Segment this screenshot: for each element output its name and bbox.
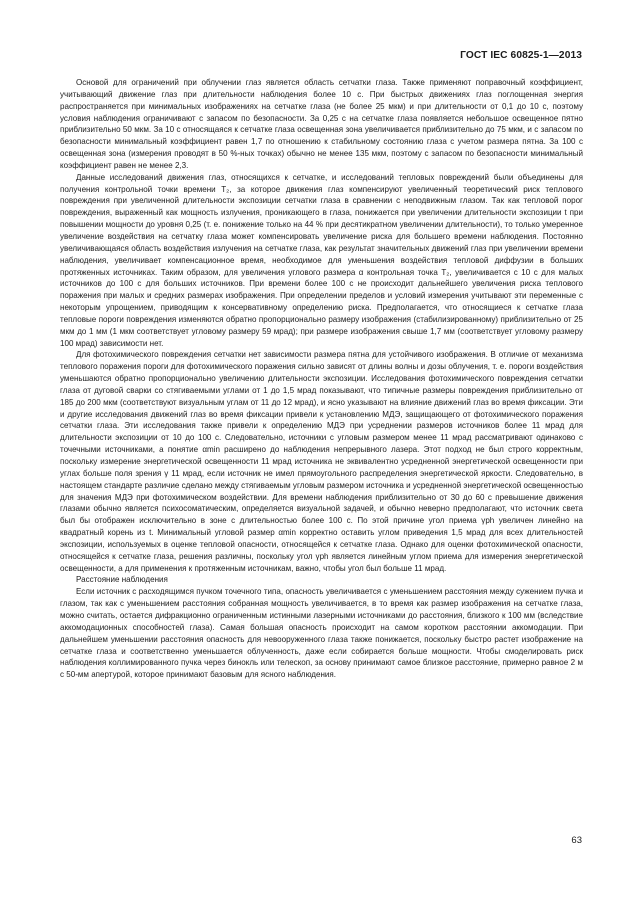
section-subheading: Расстояние наблюдения [76,575,168,585]
document-header: ГОСТ IEC 60825-1—2013 [460,50,582,61]
paragraph: Данные исследований движения глаз, относящихся к сетчатке, и исследований тепловых повреждений были объединены для получения контрольной точки времени T₂, за которое движения глаз компенсируют увеличенный теоретический риск теплового повреждения при увеличенной длительности экспозиции сетчатки глаза в сравнении с неподвижным глазом. Так как тепловой порог повреждения, выраженный как мощность излучения, проникающего в глаза, понижается при увеличении длительности экспозиции t при повышении мощности до уровня 0,25 (т. е. понижение только на 44 % при десятикратном увеличении длительности), то только умеренное увеличение воздействия на сетчатку глаза может компенсировать увеличение риска для большего времени наблюдения. Постоянно увеличивающаяся область воздействия излучения на сетчатке глаза, как результат значительных движений глаз при увеличении времени наблюдения, увеличивает компенсационное время, необходимое для уменьшения воздействия тепловой диффузии в больших протяженных источниках. Таким образом, для увеличения углового размера α контрольная точка T₂, увеличивается с 10 с для малых источников до 100 с для больших источников. При времени более 100 с не происходит дальнейшего увеличения риска теплового поражения при малых и средних размерах изображения. При определении пределов и условий измерения учитывают эти переменные с некоторым упрощением, приводящим к консервативному определению риска. Предполагается, что относящиеся к сетчатке глаза тепловые пороги повреждения изменяются обратно пропорционально размеру изображения (стабилизированному) приблизительно от 25 мкм до 1 мм (1 мкм соответствует угловому размеру 59 мрад); при размере изображения свыше 1,7 мм (соответствует угловому размеру 100 мрад) зависимости нет. [60,172,583,348]
paragraph: Для фотохимического повреждения сетчатки нет зависимости размера пятна для устойчивого изображения. В отличие от механизма теплового поражения пороги для фотохимического поражения сильно зависят от длины волны и дозы облучения, т. е. пороги воздействия уменьшаются обратно пропорционально увеличению длительности экспозиции. Исследования фотохимического повреждения сетчатки глаза от дуговой сварки со стягиваемыми углами от 1 до 1,5 мрад показывают, что типичные размеры повреждения приблизительно от 185 до 200 мкм (соответствуют визуальным углам от 11 до 12 мрад), и ясно указывают на влияние движений глаз во время фиксации. Эти и другие исследования движений глаз во время фиксации привели к установлению МДЭ, защищающего от фотохимического поражения сетчатки глаза. Эти исследования также привели к определению МДЭ при усреднении размеров источников более 11 мрад для длительности экспозиции от 10 до 100 с. Следовательно, источники с угловым размером менее 11 мрад рассматривают одинаково с точечными источниками, а понятие αmin расширено до наблюдения непрерывного лазера. Этот подход не был строго корректным, поскольку измерение энергетической освещенности 11 мрад источника не эквивалентно усредненной энергетической освещенности при углах больше поля зрения γ 11 мрад, если источник не имел прямоугольного распределения энергетической яркости. Следовательно, в настоящем стандарте различие сделано между стягиваемым угловым размером источника и усредненной энергетической освещенностью для значения МДЭ при фотохимическом воздействии. Для времени наблюдения приблизительно от 30 до 60 с превышение движения глазами обычно является психосоматическим, определяется визуальной задачей, и обычно неверно предполагают, что источник света был бы отображен исключительно в зоне с длительностью более 100 с. По этой причине угол приема γph увеличен линейно на квадратный корень из t. Минимальный угловой размер αmin корректно оставить углом приведения 1,5 мрад для всех длительностей экспозиции, используемых в оценке тепловой опасности, относящейся к сетчатке глаза. Однако для оценки фотохимической опасности, относящейся к сетчатке глаза, решения различны, поскольку угол γph является линейным углом приема для измерения энергетической освещенности, а для применения к протяженным источникам, важно, чтобы угол был больше 11 мрад. [60,350,583,573]
paragraph: Основой для ограничений при облучении глаз является область сетчатки глаза. Также применяют поправочный коэффициент, учитывающий движение глаз при длительности наблюдения более 10 с. При быстрых движениях глаз поглощенная энергия распространяется при минимальных изображениях на сетчатке глаза (не более 25 мкм) и при длительности от 0,1 до 10 с, поэтому условия наблюдения ограничивают с запасом по безопасности. За 0,25 с на сетчатке глаза появляется небольшое освещенное пятно приблизительно 50 мкм. За 10 с относящаяся к сетчатке глаза освещенная зона увеличивается приблизительно до 75 мкм, и с запасом по безопасности минимальный коэффициент равен 1,7 по отношению к стабильному состоянию глаза с учетом размера пятна. За 100 с освещенная зона (измерения проводят в 50 %-ных точках) обычно не менее 135 мкм, поэтому с запасом по безопасности минимальный коэффициент равен не менее 2,3. [60,78,583,170]
paragraph: Если источник с расходящимся пучком точечного типа, опасность увеличивается с уменьшением расстояния между сужением пучка и глазом, так как с уменьшением расстояния собранная мощность увеличивается, в то время как размер изображения на сетчатке глаза, можно считать, остается дифракционно ограниченным истинными лазерными источниками до расстояния, близкого к 100 мм (вследствие аккомодационных способностей глаза). Самая большая опасность происходит на самом коротком расстоянии аккомодации. При дальнейшем уменьшении расстояния опасность для невооруженного глаза также понижается, поскольку быстро растет изображение на сетчатке глаза и соответственно уменьшается облученность, даже если собирается больше мощности. Чтобы смоделировать риск наблюдения коллимированного пучка через бинокль или телескоп, за основу принимают самое близкое расстояние, примерно равное 2 м с 50-мм апертурой, которое принимают базовым для ясного наблюдения. [60,587,583,680]
page-number: 63 [571,835,582,846]
document-body [60,77,583,681]
